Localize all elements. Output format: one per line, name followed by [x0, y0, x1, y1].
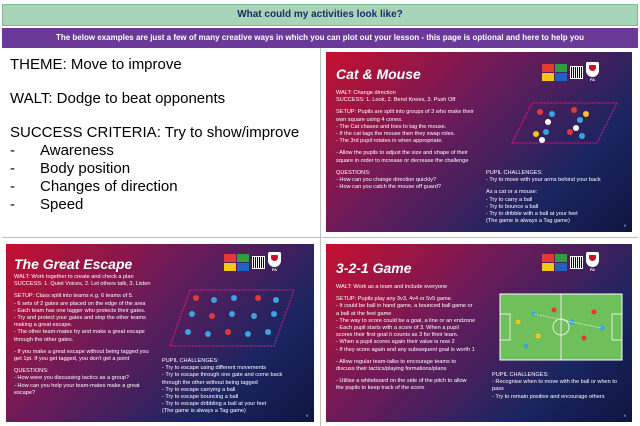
criteria-item: - Body position — [10, 160, 315, 178]
player-figures — [533, 107, 589, 143]
challenge-line: - Try to escape through one gate and come back — [162, 372, 283, 379]
traffic-light-squares — [224, 254, 249, 271]
setup-line: - The way to score could be a goal, a line or an endzone — [336, 317, 476, 324]
setup-line: - Each pupil starts with a score of 3. When a pupil — [336, 325, 459, 332]
challenge-line: - Try to escape using different movements — [162, 365, 267, 372]
challenge-line: - Try to escape bouncing a ball — [162, 394, 239, 401]
adjust-line: get 1pt. If you get tagged, you don't get a point — [14, 356, 130, 363]
setup-line: through the other gates. — [14, 336, 74, 343]
adjust-line: - If you make a great escape without being tagged you — [14, 348, 149, 355]
slide-success: SUCCESS: 1. Quiet Voices, 2. Let others talk, 3. Listen — [14, 281, 151, 288]
slide-walt: WALT: Change direction — [336, 90, 396, 96]
question-line: - How were you discussing tactics as a group? — [14, 375, 130, 382]
success-criteria-heading: SUCCESS CRITERIA: Try to show/improve — [10, 124, 300, 141]
setup-line: making a great escape. — [14, 322, 73, 329]
fa-label: FA — [589, 77, 596, 82]
traffic-light-squares — [542, 254, 567, 271]
whiteboard-line: - Utilise a whiteboard on the side of the pitch to allow — [336, 378, 467, 385]
banner-title: What could my activities look like? — [2, 4, 638, 26]
criteria-item: - Speed — [10, 196, 315, 214]
setup-line: - The Cat chases and tries to tag the mouse. — [336, 123, 447, 130]
fa-crest-icon — [586, 252, 599, 267]
page-number: 9 — [305, 413, 308, 418]
setup-line: SETUP: Class split into teams e.g. 6 teams of 5. — [14, 293, 134, 300]
setup-line: - The 3rd pupil rotates in when appropriate. — [336, 138, 443, 145]
slide-body — [14, 274, 151, 397]
question-line: escape? — [14, 389, 36, 396]
qr-code-icon — [252, 256, 265, 269]
page-number: 9 — [623, 413, 626, 418]
setup-line: - It could be ball in hand game, a bounced ball game or — [336, 303, 473, 310]
slide-walt: WALT: Work as a team and include everyone — [336, 284, 448, 290]
challenges-heading: PUPIL CHALLENGES: — [162, 358, 219, 364]
slide-title: Cat & Mouse — [336, 66, 421, 82]
setup-line: - The other team-mates try and make a great escape — [14, 329, 145, 336]
criteria-item: - Awareness — [10, 142, 315, 160]
adjust-line: discuss their tactics/playing formations/plans — [336, 366, 447, 373]
fa-label: FA — [589, 267, 596, 272]
challenge-line: - Try to move with your arms behind your back — [486, 177, 601, 184]
challenge-line: - Try to bounce a ball — [486, 203, 539, 210]
theme-text: THEME: Move to improve — [10, 56, 182, 73]
grid-divider-horizontal — [2, 237, 638, 238]
challenge-line: (The game is always a Tag game) — [162, 408, 246, 415]
whiteboard-line: the pupils to keep track of the score — [336, 385, 425, 392]
challenges-heading: PUPIL CHALLENGES: — [486, 170, 543, 176]
lesson-info-panel — [10, 56, 315, 214]
challenge-line: - Try to escape dribbling a ball at your feet — [162, 401, 267, 408]
slide-badges — [542, 252, 599, 272]
traffic-light-squares — [542, 64, 567, 81]
adjust-line: square in order to increase or decrease the challenge — [336, 157, 469, 164]
setup-line: - When a pupil scores again their value is now 2 — [336, 339, 455, 346]
setup-line: - If they score again and any subsequent goal is worth 1 — [336, 346, 475, 353]
setup-line: scores their first goal it counts as 3 for their team. — [336, 332, 459, 339]
challenge-line: - Try to dribble with a ball at your feet — [486, 211, 578, 218]
slide-walt: WALT: Work together to create and check a plan — [14, 274, 134, 280]
slide-321-game — [326, 244, 632, 422]
fa-crest-icon — [586, 62, 599, 77]
slide-great-escape — [6, 244, 314, 422]
challenge-line: - Try to remain positive and encourage others — [492, 393, 605, 400]
slide-challenges — [486, 170, 601, 225]
setup-line: - Each team has one tagger who protects their gates. — [14, 307, 146, 314]
questions-heading: QUESTIONS: — [336, 169, 371, 176]
qr-code-icon — [570, 256, 583, 269]
banner-subtitle: The below examples are just a few of many creative ways in which you can plot out your lesson - this page is optional and here to help you — [2, 28, 638, 48]
player-figures — [185, 295, 279, 337]
slide-challenges — [162, 358, 282, 416]
slide-body — [336, 284, 475, 393]
question-line: - How can you catch the mouse off guard? — [336, 184, 441, 191]
adjust-line: - Allow the pupils to adjust the size and shape of their — [336, 150, 468, 157]
question-line: - How can you change direction quickly? — [336, 177, 437, 184]
setup-line: SETUP: Pupils are split into groups of 3 who make their — [336, 109, 474, 116]
pitch-diagram — [498, 292, 624, 362]
slide-title: The Great Escape — [14, 256, 133, 272]
slide-challenges — [492, 372, 617, 401]
setup-line: - If the cat tags the mouse then they swap roles. — [336, 131, 456, 138]
criteria-item: - Changes of direction — [10, 178, 315, 196]
challenge-line: - Recognise when to move with the ball or when to — [492, 379, 617, 386]
question-line: - How can you help your team-mates make a great — [14, 382, 140, 389]
slide-body — [336, 90, 474, 191]
slide-cat-mouse — [326, 52, 632, 232]
setup-line: SETUP: Pupils play any 3v3, 4v4 or 5v5 game. — [336, 296, 453, 303]
challenge-line: pass — [492, 386, 504, 393]
setup-line: own square using 4 cones. — [336, 116, 403, 123]
fa-label: FA — [271, 267, 278, 272]
cat-mouse-diagram — [502, 88, 622, 168]
setup-line: a ball at the feet game — [336, 310, 392, 317]
walt-text: WALT: Dodge to beat opponents — [10, 90, 226, 107]
page-number: 9 — [623, 223, 626, 228]
challenge-line: - Try to carry a ball — [486, 196, 533, 203]
challenges-heading: PUPIL CHALLENGES: — [492, 372, 549, 378]
setup-line: - Try and protect your gates and stop the other teams — [14, 315, 146, 322]
fa-crest-icon — [268, 252, 281, 267]
challenge-line: As a cat or a mouse: — [486, 189, 538, 196]
qr-code-icon — [570, 66, 583, 79]
setup-line: - 6 sets of 2 gates are placed on the edge of the area — [14, 300, 146, 307]
adjust-line: - Allow regular team-talks to encourage teams to — [336, 358, 457, 365]
slide-title: 3-2-1 Game — [336, 260, 412, 276]
questions-heading: QUESTIONS: — [14, 368, 49, 375]
slide-badges — [542, 62, 599, 82]
great-escape-diagram — [162, 284, 302, 356]
slide-badges — [224, 252, 281, 272]
criteria-list — [10, 142, 315, 214]
challenge-line: through the other without being tagged — [162, 379, 258, 386]
slide-success: SUCCESS: 1. Look, 2. Bend Knees, 3. Push Off — [336, 97, 456, 104]
challenge-line: - Try to escape carrying a ball — [162, 386, 236, 393]
challenge-line: (The game is always a Tag game) — [486, 218, 570, 225]
